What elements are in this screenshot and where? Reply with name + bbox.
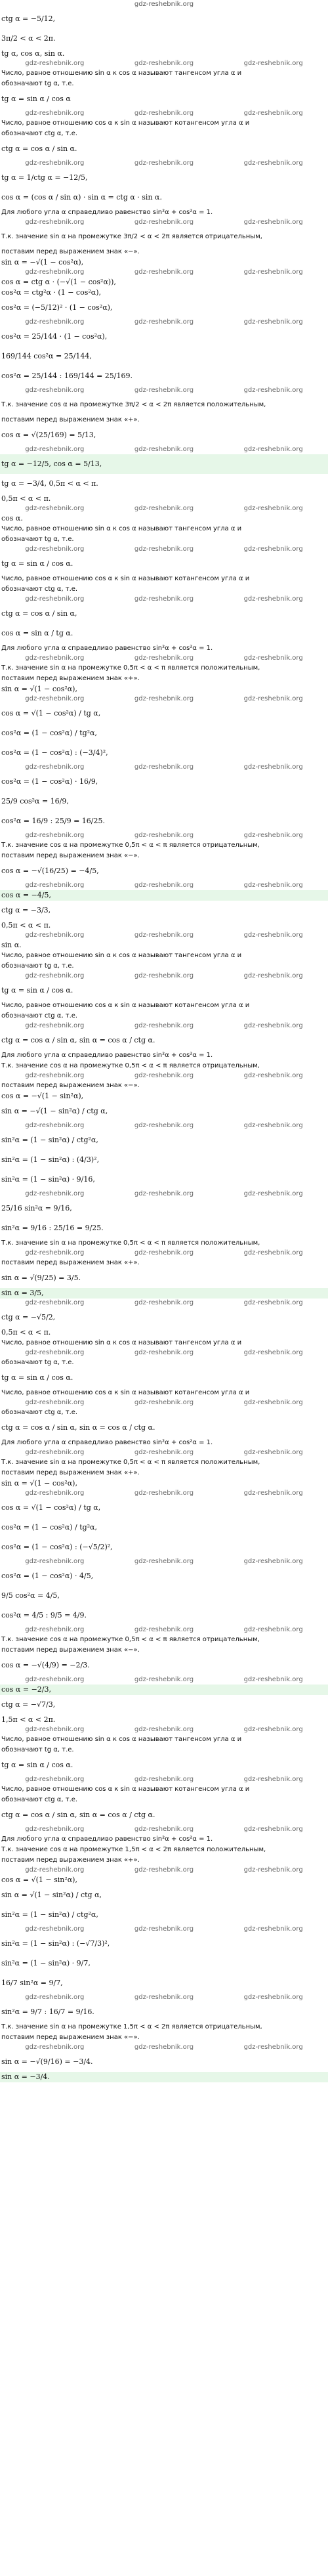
formula-line: cos α = √(1 − sin²α), bbox=[1, 1876, 77, 1884]
answer-line: cos α = −4/5, bbox=[0, 890, 328, 901]
explanation-line: поставим перед выражением знак «+». bbox=[1, 1259, 140, 1266]
watermark-text: gdz-reshebnik.org bbox=[243, 695, 303, 702]
watermark-text: gdz-reshebnik.org bbox=[25, 318, 85, 326]
answer-line: tg α = −12/5, cos α = 5/13, bbox=[0, 454, 328, 474]
watermark-text: gdz-reshebnik.org bbox=[25, 1449, 85, 1456]
explanation-line: Число, равное отношению cos α к sin α называют котангенсом угла α и bbox=[1, 1786, 250, 1793]
watermark-text: gdz-reshebnik.org bbox=[25, 1299, 85, 1306]
watermark-text: gdz-reshebnik.org bbox=[134, 1022, 194, 1029]
watermark-text: gdz-reshebnik.org bbox=[134, 1776, 194, 1783]
explanation-line: обозначают ctg α, т.е. bbox=[1, 1012, 78, 1020]
formula-line: cos²α = (1 − cos²α) : (−√5/2)², bbox=[1, 1543, 113, 1551]
watermark-text: gdz-reshebnik.org bbox=[134, 318, 194, 326]
formula-line: 3π/2 < α < 2π. bbox=[1, 34, 56, 43]
formula-line: 25/9 cos²α = 16/9, bbox=[1, 797, 69, 805]
answer-line: cos α = −2/3, bbox=[0, 1685, 328, 1695]
formula-line: cos α = √(25/169) = 5/13, bbox=[1, 431, 96, 439]
watermark-text: gdz-reshebnik.org bbox=[134, 1626, 194, 1633]
watermark-text: gdz-reshebnik.org bbox=[134, 1449, 194, 1456]
watermark-text: gdz-reshebnik.org bbox=[25, 446, 85, 453]
watermark-row bbox=[0, 831, 328, 840]
formula-line: tg α, cos α, sin α. bbox=[1, 49, 65, 58]
watermark-text: gdz-reshebnik.org bbox=[243, 1676, 303, 1683]
explanation-line: Т.к. значение cos α на промежутке 1,5π < α < 2π является положительным, bbox=[1, 1846, 266, 1853]
formula-line: 0,5π < α < π. bbox=[1, 494, 51, 503]
explanation-line: Число, равное отношению sin α к cos α называют тангенсом угла α и bbox=[1, 1339, 242, 1346]
watermark-row bbox=[0, 654, 328, 663]
watermark-row bbox=[0, 1448, 328, 1457]
explanation-line: Число, равное отношению cos α к sin α называют котангенсом угла α и bbox=[1, 1002, 250, 1009]
formula-line: sin α. bbox=[1, 941, 22, 949]
watermark-row bbox=[0, 1299, 328, 1308]
formula-line: cos²α = ctg²α · (1 − cos²α), bbox=[1, 288, 101, 297]
watermark-text: gdz-reshebnik.org bbox=[243, 505, 303, 512]
explanation-line: Для любого угла α справедливо равенство sin²α + cos²α = 1. bbox=[1, 1439, 213, 1446]
watermark-row bbox=[0, 1249, 328, 1258]
explanation-line: обозначают tg α, т.е. bbox=[1, 962, 74, 970]
formula-line: cos α = sin α / tg α. bbox=[1, 629, 73, 637]
explanation-line: Для любого угла α справедливо равенство sin²α + cos²α = 1. bbox=[1, 209, 213, 216]
formula-line: sin α = √(1 − cos²α), bbox=[1, 1479, 77, 1488]
explanation-line: Число, равное отношению sin α к cos α называют тангенсом угла α и bbox=[1, 70, 242, 77]
watermark-text: gdz-reshebnik.org bbox=[243, 60, 303, 67]
watermark-text: gdz-reshebnik.org bbox=[134, 1490, 194, 1497]
watermark-row bbox=[0, 268, 328, 277]
formula-line: cos α = (cos α / sin α) · sin α = ctg α · sin α. bbox=[1, 193, 162, 202]
watermark-text: gdz-reshebnik.org bbox=[243, 832, 303, 839]
formula-line: sin α = −√(1 − cos²α), bbox=[1, 258, 84, 267]
formula-line: ctg α = cos α / sin α, bbox=[1, 609, 77, 618]
watermark-text: gdz-reshebnik.org bbox=[25, 387, 85, 394]
watermark-text: gdz-reshebnik.org bbox=[25, 1022, 85, 1029]
watermark-text: gdz-reshebnik.org bbox=[134, 1349, 194, 1356]
explanation-line: поставим перед выражением знак «+». bbox=[1, 1857, 140, 1864]
formula-line: sin²α = (1 − sin²α) : (−√7/3)², bbox=[1, 1939, 110, 1948]
watermark-row bbox=[0, 1866, 328, 1875]
watermark-text: gdz-reshebnik.org bbox=[25, 972, 85, 979]
explanation-line: Т.к. значение cos α на промежутке 3π/2 < α < 2π является положительным, bbox=[1, 401, 266, 408]
watermark-text: gdz-reshebnik.org bbox=[243, 1122, 303, 1129]
watermark-text: gdz-reshebnik.org bbox=[134, 1399, 194, 1406]
watermark-text: gdz-reshebnik.org bbox=[25, 1072, 85, 1079]
watermark-text: gdz-reshebnik.org bbox=[134, 1726, 194, 1733]
explanation-line: обозначают tg α, т.е. bbox=[1, 1359, 74, 1366]
explanation-line: Число, равное отношению sin α к cos α называют тангенсом угла α и bbox=[1, 1736, 242, 1743]
site-watermark-header: gdz-reshebnik.org bbox=[134, 1, 194, 8]
watermark-text: gdz-reshebnik.org bbox=[134, 1249, 194, 1256]
watermark-text: gdz-reshebnik.org bbox=[243, 655, 303, 662]
watermark-text: gdz-reshebnik.org bbox=[243, 882, 303, 889]
solution-content bbox=[0, 9, 328, 2576]
watermark-row bbox=[0, 1725, 328, 1734]
watermark-row bbox=[0, 1398, 328, 1407]
explanation-line: поставим перед выражением знак «+». bbox=[1, 416, 140, 423]
watermark-text: gdz-reshebnik.org bbox=[243, 219, 303, 226]
watermark-text: gdz-reshebnik.org bbox=[243, 1826, 303, 1833]
formula-line: sin²α = (1 − sin²α) / ctg²α, bbox=[1, 1910, 98, 1919]
formula-line: cos α = −√(1 − sin²α), bbox=[1, 1092, 84, 1100]
formula-line: ctg α = cos α / sin α. bbox=[1, 144, 77, 153]
explanation-line: Для любого угла α справедливо равенство sin²α + cos²α = 1. bbox=[1, 645, 213, 652]
watermark-text: gdz-reshebnik.org bbox=[243, 595, 303, 603]
watermark-row bbox=[0, 2043, 328, 2052]
watermark-row bbox=[0, 1925, 328, 1934]
watermark-text: gdz-reshebnik.org bbox=[25, 595, 85, 603]
watermark-text: gdz-reshebnik.org bbox=[243, 546, 303, 553]
watermark-row bbox=[0, 763, 328, 772]
watermark-row bbox=[0, 109, 328, 118]
watermark-text: gdz-reshebnik.org bbox=[243, 1776, 303, 1783]
formula-line: sin α = √(1 − cos²α), bbox=[1, 685, 77, 693]
watermark-row bbox=[0, 445, 328, 454]
watermark-text: gdz-reshebnik.org bbox=[243, 932, 303, 939]
watermark-text: gdz-reshebnik.org bbox=[243, 160, 303, 167]
formula-line: sin²α = 9/7 : 16/7 = 9/16. bbox=[1, 2007, 94, 2016]
watermark-text: gdz-reshebnik.org bbox=[134, 110, 194, 117]
watermark-text: gdz-reshebnik.org bbox=[243, 110, 303, 117]
watermark-text: gdz-reshebnik.org bbox=[134, 546, 194, 553]
watermark-text: gdz-reshebnik.org bbox=[134, 595, 194, 603]
watermark-text: gdz-reshebnik.org bbox=[134, 763, 194, 771]
watermark-text: gdz-reshebnik.org bbox=[134, 505, 194, 512]
formula-line: ctg α = cos α / sin α, sin α = cos α / ctg α. bbox=[1, 1811, 155, 1819]
watermark-text: gdz-reshebnik.org bbox=[243, 1726, 303, 1733]
formula-line: sin²α = (1 − sin²α) · 9/16, bbox=[1, 1175, 95, 1184]
watermark-text: gdz-reshebnik.org bbox=[243, 1490, 303, 1497]
watermark-text: gdz-reshebnik.org bbox=[25, 832, 85, 839]
formula-line: sin²α = (1 − sin²α) · 9/7, bbox=[1, 1959, 91, 1967]
watermark-text: gdz-reshebnik.org bbox=[243, 1349, 303, 1356]
watermark-text: gdz-reshebnik.org bbox=[243, 268, 303, 276]
formula-line: ctg α = −3/3, bbox=[1, 906, 51, 914]
explanation-line: обозначают tg α, т.е. bbox=[1, 536, 74, 543]
explanation-line: поставим перед выражением знак «−». bbox=[1, 1082, 140, 1089]
watermark-text: gdz-reshebnik.org bbox=[25, 2044, 85, 2051]
watermark-row bbox=[0, 1348, 328, 1358]
watermark-text: gdz-reshebnik.org bbox=[134, 972, 194, 979]
formula-line: cos²α = 16/9 : 25/9 = 16/25. bbox=[1, 817, 105, 825]
watermark-row bbox=[0, 1557, 328, 1566]
explanation-line: обозначают tg α, т.е. bbox=[1, 80, 74, 87]
explanation-line: Число, равное отношению sin α к cos α называют тангенсом угла α и bbox=[1, 525, 242, 532]
formula-line: cos α. bbox=[1, 514, 23, 523]
formula-line: cos²α = (1 − cos²α) · 4/5, bbox=[1, 1572, 94, 1580]
watermark-text: gdz-reshebnik.org bbox=[25, 1626, 85, 1633]
explanation-line: поставим перед выражением знак «−». bbox=[1, 248, 140, 255]
watermark-row bbox=[0, 1825, 328, 1834]
explanation-line: Т.к. значение sin α на промежутке 1,5π < α < 2π является отрицательным, bbox=[1, 2023, 262, 2030]
explanation-line: обозначают ctg α, т.е. bbox=[1, 586, 78, 593]
watermark-row bbox=[0, 972, 328, 981]
watermark-row bbox=[0, 545, 328, 554]
formula-line: tg α = sin α / cos α bbox=[1, 95, 71, 103]
watermark-row bbox=[0, 1489, 328, 1498]
watermark-text: gdz-reshebnik.org bbox=[25, 1249, 85, 1256]
watermark-text: gdz-reshebnik.org bbox=[243, 1249, 303, 1256]
watermark-text: gdz-reshebnik.org bbox=[134, 932, 194, 939]
formula-line: tg α = sin α / cos α. bbox=[1, 1373, 73, 1382]
explanation-line: Число, равное отношению cos α к sin α называют котангенсом угла α и bbox=[1, 1389, 250, 1396]
formula-line: tg α = sin α / cos α. bbox=[1, 559, 73, 568]
explanation-line: поставим перед выражением знак «−». bbox=[1, 2034, 140, 2041]
watermark-text: gdz-reshebnik.org bbox=[25, 655, 85, 662]
watermark-row bbox=[0, 1071, 328, 1081]
watermark-text: gdz-reshebnik.org bbox=[243, 972, 303, 979]
formula-line: sin²α = (1 − sin²α) : (4/3)², bbox=[1, 1155, 100, 1164]
watermark-text: gdz-reshebnik.org bbox=[25, 1558, 85, 1565]
watermark-row bbox=[0, 931, 328, 940]
explanation-line: Т.к. значение sin α на промежутке 0,5π < α < π является положительным, bbox=[1, 1459, 260, 1466]
answer-line: sin α = −3/4. bbox=[0, 2072, 328, 2082]
watermark-text: gdz-reshebnik.org bbox=[243, 1925, 303, 1933]
watermark-text: gdz-reshebnik.org bbox=[25, 1399, 85, 1406]
formula-line: 169/144 cos²α = 25/144, bbox=[1, 352, 92, 360]
formula-line: ctg α = cos α / sin α, sin α = cos α / ctg α. bbox=[1, 1423, 155, 1432]
watermark-text: gdz-reshebnik.org bbox=[25, 160, 85, 167]
watermark-text: gdz-reshebnik.org bbox=[134, 1826, 194, 1833]
watermark-text: gdz-reshebnik.org bbox=[134, 1072, 194, 1079]
watermark-text: gdz-reshebnik.org bbox=[25, 1676, 85, 1683]
watermark-text: gdz-reshebnik.org bbox=[25, 1925, 85, 1933]
formula-line: 0,5π < α < π. bbox=[1, 921, 51, 930]
watermark-text: gdz-reshebnik.org bbox=[25, 1122, 85, 1129]
explanation-line: Для любого угла α справедливо равенство sin²α + cos²α = 1. bbox=[1, 1835, 213, 1843]
watermark-text: gdz-reshebnik.org bbox=[25, 1726, 85, 1733]
watermark-text: gdz-reshebnik.org bbox=[243, 1022, 303, 1029]
watermark-text: gdz-reshebnik.org bbox=[243, 387, 303, 394]
formula-line: ctg α = cos α / sin α, sin α = cos α / ctg α. bbox=[1, 1036, 155, 1044]
watermark-text: gdz-reshebnik.org bbox=[243, 1626, 303, 1633]
watermark-text: gdz-reshebnik.org bbox=[243, 1449, 303, 1456]
formula-line: cos²α = (1 − cos²α) / tg²α, bbox=[1, 729, 98, 737]
watermark-text: gdz-reshebnik.org bbox=[25, 1826, 85, 1833]
formula-line: cos²α = 25/144 · (1 − cos²α), bbox=[1, 332, 108, 341]
watermark-text: gdz-reshebnik.org bbox=[25, 268, 85, 276]
watermark-text: gdz-reshebnik.org bbox=[25, 546, 85, 553]
explanation-line: обозначают ctg α, т.е. bbox=[1, 1409, 78, 1416]
watermark-text: gdz-reshebnik.org bbox=[134, 882, 194, 889]
watermark-text: gdz-reshebnik.org bbox=[134, 1925, 194, 1933]
watermark-text: gdz-reshebnik.org bbox=[25, 763, 85, 771]
watermark-row bbox=[0, 504, 328, 513]
watermark-text: gdz-reshebnik.org bbox=[243, 763, 303, 771]
watermark-row bbox=[0, 1021, 328, 1031]
explanation-line: обозначают ctg α, т.е. bbox=[1, 1796, 78, 1803]
watermark-text: gdz-reshebnik.org bbox=[25, 695, 85, 702]
watermark-text: gdz-reshebnik.org bbox=[25, 1490, 85, 1497]
watermark-text: gdz-reshebnik.org bbox=[134, 268, 194, 276]
watermark-row bbox=[0, 595, 328, 604]
watermark-row bbox=[0, 1190, 328, 1199]
explanation-line: Т.к. значение sin α на промежутке 3π/2 < α < 2π является отрицательным, bbox=[1, 233, 262, 240]
formula-line: sin α = √(1 − sin²α) / ctg α, bbox=[1, 1891, 102, 1899]
formula-line: sin α = −√(9/16) = −3/4. bbox=[1, 2057, 93, 2066]
watermark-row bbox=[0, 59, 328, 68]
watermark-text: gdz-reshebnik.org bbox=[25, 60, 85, 67]
explanation-line: Т.к. значение cos α на промежутке 0,5π < α < π является отрицательным, bbox=[1, 1636, 260, 1643]
formula-line: tg α = −3/4, 0,5π < α < π. bbox=[1, 479, 98, 488]
formula-line: cos²α = (1 − cos²α) / tg²α, bbox=[1, 1523, 98, 1532]
formula-line: tg α = 1/ctg α = −12/5, bbox=[1, 173, 88, 182]
answer-line: sin α = 3/5, bbox=[0, 1288, 328, 1299]
explanation-line: Число, равное отношению sin α к cos α называют тангенсом угла α и bbox=[1, 952, 242, 959]
watermark-text: gdz-reshebnik.org bbox=[243, 1190, 303, 1197]
watermark-text: gdz-reshebnik.org bbox=[134, 160, 194, 167]
watermark-text: gdz-reshebnik.org bbox=[243, 1994, 303, 2001]
watermark-row bbox=[0, 318, 328, 327]
formula-line: sin α = −√(1 − sin²α) / ctg α, bbox=[1, 1107, 108, 1115]
watermark-text: gdz-reshebnik.org bbox=[25, 1190, 85, 1197]
watermark-text: gdz-reshebnik.org bbox=[134, 1676, 194, 1683]
watermark-text: gdz-reshebnik.org bbox=[134, 695, 194, 702]
formula-line: sin α = √(9/25) = 3/5. bbox=[1, 1274, 81, 1282]
formula-line: 1,5π < α < 2π. bbox=[1, 1715, 56, 1724]
explanation-line: Т.к. значение cos α на промежутке 0,5π < α < π является отрицательным, bbox=[1, 842, 260, 849]
formula-line: cos α = −√(16/25) = −4/5, bbox=[1, 867, 99, 875]
explanation-line: Для любого угла α справедливо равенство sin²α + cos²α = 1. bbox=[1, 1052, 213, 1059]
formula-line: cos α = ctg α · (−√(1 − cos²α)), bbox=[1, 278, 116, 286]
watermark-text: gdz-reshebnik.org bbox=[243, 1299, 303, 1306]
watermark-row bbox=[0, 1121, 328, 1130]
watermark-text: gdz-reshebnik.org bbox=[243, 2044, 303, 2051]
watermark-row bbox=[0, 1675, 328, 1685]
watermark-row bbox=[0, 695, 328, 704]
watermark-text: gdz-reshebnik.org bbox=[25, 1349, 85, 1356]
formula-line: sin²α = 9/16 : 25/16 = 9/25. bbox=[1, 1224, 104, 1232]
explanation-line: Т.к. значение sin α на промежутке 0,5π < α < π является положительным, bbox=[1, 1239, 260, 1247]
formula-line: cos²α = (1 − cos²α) : (−3/4)², bbox=[1, 748, 108, 757]
formula-line: cos²α = 25/144 : 169/144 = 25/169. bbox=[1, 372, 133, 380]
formula-line: 9/5 cos²α = 4/5, bbox=[1, 1591, 60, 1600]
watermark-text: gdz-reshebnik.org bbox=[134, 1558, 194, 1565]
formula-line: 25/16 sin²α = 9/16, bbox=[1, 1204, 72, 1213]
explanation-line: поставим перед выражением знак «−». bbox=[1, 1646, 140, 1654]
formula-line: cos²α = (1 − cos²α) · 16/9, bbox=[1, 777, 98, 786]
explanation-line: Число, равное отношению cos α к sin α называют котангенсом угла α и bbox=[1, 575, 250, 582]
formula-line: cos α = √(1 − cos²α) / tg α, bbox=[1, 1503, 101, 1512]
watermark-text: gdz-reshebnik.org bbox=[25, 110, 85, 117]
explanation-line: Т.к. значение sin α на промежутке 0,5π < α < π является положительным, bbox=[1, 664, 260, 672]
watermark-text: gdz-reshebnik.org bbox=[134, 832, 194, 839]
watermark-text: gdz-reshebnik.org bbox=[243, 1866, 303, 1874]
explanation-line: поставим перед выражением знак «−». bbox=[1, 852, 140, 859]
formula-line: tg α = sin α / cos α. bbox=[1, 986, 73, 995]
watermark-text: gdz-reshebnik.org bbox=[25, 932, 85, 939]
watermark-text: gdz-reshebnik.org bbox=[25, 882, 85, 889]
watermark-row bbox=[0, 159, 328, 168]
formula-line: 16/7 sin²α = 9/7, bbox=[1, 1979, 63, 1987]
watermark-text: gdz-reshebnik.org bbox=[243, 1072, 303, 1079]
explanation-line: обозначают ctg α, т.е. bbox=[1, 130, 78, 137]
watermark-text: gdz-reshebnik.org bbox=[25, 1994, 85, 2001]
watermark-row bbox=[0, 881, 328, 890]
watermark-text: gdz-reshebnik.org bbox=[134, 655, 194, 662]
formula-line: ctg α = −√5/2, bbox=[1, 1313, 56, 1321]
watermark-text: gdz-reshebnik.org bbox=[25, 1776, 85, 1783]
watermark-text: gdz-reshebnik.org bbox=[134, 1190, 194, 1197]
explanation-line: Т.к. значение cos α на промежутке 0,5π < α < π является отрицательным, bbox=[1, 1062, 260, 1069]
watermark-text: gdz-reshebnik.org bbox=[134, 1299, 194, 1306]
watermark-text: gdz-reshebnik.org bbox=[134, 60, 194, 67]
watermark-text: gdz-reshebnik.org bbox=[134, 219, 194, 226]
explanation-line: обозначают tg α, т.е. bbox=[1, 1746, 74, 1753]
watermark-row bbox=[0, 386, 328, 395]
watermark-row bbox=[0, 218, 328, 227]
explanation-line: поставим перед выражением знак «+». bbox=[1, 1469, 140, 1476]
formula-line: ctg α = −√7/3, bbox=[1, 1700, 56, 1709]
watermark-text: gdz-reshebnik.org bbox=[25, 1866, 85, 1874]
watermark-text: gdz-reshebnik.org bbox=[134, 387, 194, 394]
watermark-text: gdz-reshebnik.org bbox=[243, 1399, 303, 1406]
formula-line: 0,5π < α < π. bbox=[1, 1328, 51, 1337]
watermark-text: gdz-reshebnik.org bbox=[134, 1994, 194, 2001]
watermark-text: gdz-reshebnik.org bbox=[134, 1122, 194, 1129]
formula-line: tg α = sin α / cos α. bbox=[1, 1761, 73, 1769]
formula-line: sin²α = (1 − sin²α) / ctg²α, bbox=[1, 1136, 98, 1144]
formula-line: cos²α = (−5/12)² · (1 − cos²α), bbox=[1, 303, 113, 312]
explanation-line: Число, равное отношению cos α к sin α называют котангенсом угла α и bbox=[1, 119, 250, 127]
watermark-text: gdz-reshebnik.org bbox=[243, 446, 303, 453]
watermark-text: gdz-reshebnik.org bbox=[243, 1558, 303, 1565]
watermark-text: gdz-reshebnik.org bbox=[25, 505, 85, 512]
explanation-line: поставим перед выражением знак «+». bbox=[1, 675, 140, 682]
watermark-text: gdz-reshebnik.org bbox=[243, 318, 303, 326]
watermark-row bbox=[0, 1775, 328, 1784]
watermark-text: gdz-reshebnik.org bbox=[25, 219, 85, 226]
formula-line: ctg α = −5/12, bbox=[1, 14, 56, 23]
watermark-text: gdz-reshebnik.org bbox=[134, 2044, 194, 2051]
watermark-text: gdz-reshebnik.org bbox=[134, 446, 194, 453]
formula-line: cos²α = 4/5 : 9/5 = 4/9. bbox=[1, 1611, 87, 1620]
formula-line: cos α = −√(4/9) = −2/3. bbox=[1, 1661, 90, 1669]
watermark-row bbox=[0, 1625, 328, 1635]
watermark-text: gdz-reshebnik.org bbox=[134, 1866, 194, 1874]
formula-line: cos α = √(1 − cos²α) / tg α, bbox=[1, 709, 101, 718]
watermark-row bbox=[0, 1993, 328, 2002]
